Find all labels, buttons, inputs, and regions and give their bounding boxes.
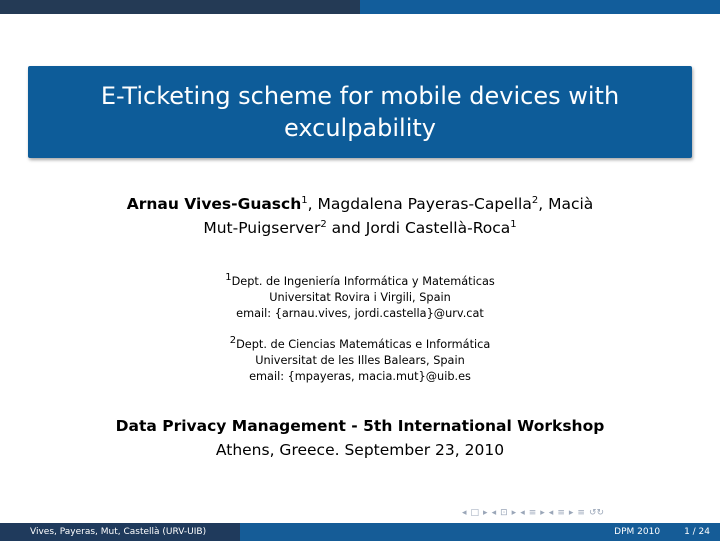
conference-event: Data Privacy Management - 5th International Workshop	[115, 417, 605, 435]
author-affiliation-mark: 2	[320, 218, 327, 230]
header-strip-left	[0, 0, 360, 14]
nav-subsection-icon[interactable]: ≡	[528, 508, 537, 518]
affiliation-mark: 2	[229, 335, 237, 347]
title-box	[28, 66, 692, 158]
affiliation-mark: 1	[225, 272, 232, 284]
nav-section-icon[interactable]: ≡	[557, 508, 565, 518]
affiliation-1	[110, 274, 610, 322]
author-name: Magdalena Payeras-Capella	[317, 195, 532, 213]
beamer-navigation	[462, 506, 604, 520]
header-strip	[0, 0, 720, 14]
footer-page-number: 1 / 24	[684, 527, 710, 537]
affiliation-dept: Dept. de Ingeniería Informática y Matemáticas	[231, 275, 495, 288]
nav-back-forward-icon[interactable]: ↺↻	[588, 508, 605, 518]
slide-title: E-Ticketing scheme for mobile devices with exculpability	[100, 82, 620, 142]
nav-next-section-icon[interactable]: ▸	[568, 508, 574, 518]
author-name: Macià	[548, 195, 594, 213]
nav-next-subsection-icon[interactable]: ▸	[540, 508, 545, 518]
footer-right	[480, 523, 720, 541]
footer-authors: Vives, Payeras, Mut, Castellà (URV-UIB)	[0, 523, 240, 541]
nav-prev-frame-icon[interactable]: ◂	[491, 508, 497, 518]
author-name: Jordi Castellà-Roca	[365, 219, 511, 237]
nav-next-frame-icon[interactable]: ▸	[511, 508, 517, 518]
nav-slide-icon[interactable]: □	[470, 508, 480, 518]
footer-short-title: DPM 2010	[614, 527, 661, 537]
author-conjunction: and	[331, 219, 361, 237]
affiliation-university: Universitat Rovira i Virgili, Spain	[269, 291, 451, 304]
nav-outline-icon[interactable]: ≡	[577, 508, 585, 518]
author-affiliation-mark: 2	[531, 194, 539, 206]
affiliation-email: email: {arnau.vives, jordi.castella}@urv.cat	[236, 307, 484, 320]
nav-prev-slide-icon[interactable]: ◂	[462, 508, 467, 518]
footer-bar	[0, 523, 720, 541]
author-name: Mut-Puigserver	[203, 219, 321, 237]
affiliation-2	[110, 337, 610, 385]
author-name: Arnau Vives-Guasch	[126, 195, 302, 213]
affiliation-email: email: {mpayeras, macia.mut}@uib.es	[249, 370, 471, 383]
nav-prev-section-icon[interactable]: ◂	[548, 508, 554, 518]
footer-middle	[240, 523, 480, 541]
affiliation-university: Universitat de les Illes Balears, Spain	[255, 354, 465, 367]
nav-frame-icon[interactable]: ⊡	[500, 508, 508, 518]
conference-location-date: Athens, Greece. September 23, 2010	[215, 441, 505, 459]
author-list: Arnau Vives-Guasch$^1$, Magdalena Payeras-Capella$^2$, Macià Mut-Puigserver$^2$ and Jordi Castellà-Roca$^1$	[126, 194, 594, 237]
conference-info	[60, 414, 660, 462]
author-affiliation-mark: 1	[301, 194, 308, 206]
header-strip-right	[360, 0, 720, 14]
nav-prev-subsection-icon[interactable]: ◂	[520, 508, 525, 518]
nav-next-slide-icon[interactable]: ▸	[483, 508, 488, 518]
affiliation-dept: Dept. de Ciencias Matemáticas e Informática	[236, 338, 491, 351]
author-affiliation-mark: 1	[510, 218, 517, 230]
